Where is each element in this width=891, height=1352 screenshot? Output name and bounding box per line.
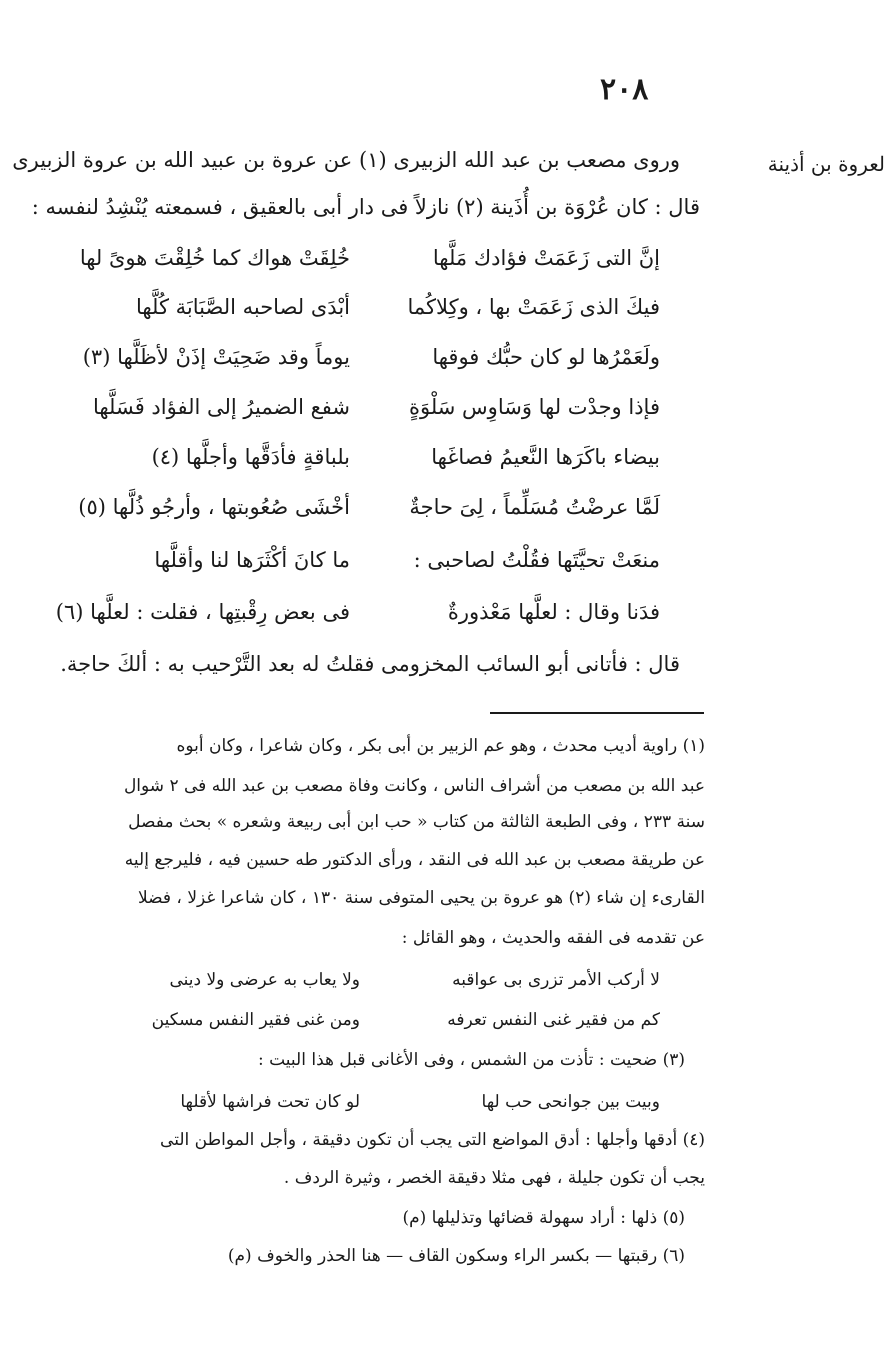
verse-second-hemistich: يوماً وقد ضَحِيَتْ إذَنْ لأظَلَّها (٣) <box>82 345 350 369</box>
footnote-verse <box>100 970 660 1002</box>
verse-second-hemistich: ما كانَ أكْثَرَها لنا وأقلَّها <box>154 548 350 572</box>
body-line-1: وروى مصعب بن عبد الله الزبيرى (١) عن عروة بن عبيد الله بن عروة الزبيرى <box>12 148 680 172</box>
poem-verse <box>55 600 660 636</box>
verse-first-hemistich: وبيت بين جوانحى حب لها <box>481 1092 660 1112</box>
verse-first-hemistich: منعَتْ تحيَّتَها فقُلْتُ لصاحبى : <box>413 548 660 572</box>
verse-first-hemistich: إنَّ التى زَعَمَتْ فؤادك مَلَّها <box>432 246 660 270</box>
verse-second-hemistich: ومن غنى فقير النفس مسكين <box>151 1010 360 1030</box>
footnote-verse <box>100 1010 660 1042</box>
poem-verse <box>60 445 660 481</box>
verse-first-hemistich: فإذا وجدْت لها وَسَاوِس سَلْوَةٍ <box>408 395 660 419</box>
poem-verse <box>60 495 660 531</box>
footnote-verse <box>100 1092 660 1124</box>
footnote-line: عبد الله بن مصعب من أشراف الناس ، وكانت وفاة مصعب بن عبد الله فى ٢ شوال <box>123 776 705 796</box>
verse-second-hemistich: شفع الضميرُ إلى الفؤاد فَسَلَّها <box>92 395 350 419</box>
footnote-line: عن تقدمه فى الفقه والحديث ، وهو القائل : <box>401 928 705 948</box>
verse-second-hemistich: أبْدَى لصاحبه الصَّبَابَة كُلَّها <box>135 295 350 319</box>
verse-first-hemistich: بيضاء باكَرَها النَّعيمُ فصاغَها <box>431 445 660 469</box>
poem-verse <box>60 345 660 381</box>
verse-second-hemistich: لو كان تحت فراشها لأقلها <box>180 1092 360 1112</box>
footnote-line: (١) راوية أديب محدث ، وهو عم الزبير بن أبى بكر ، وكان شاعرا ، وكان أبوه <box>176 736 705 756</box>
body-line-2: قال : كان عُرْوَة بن أُذَينة (٢) نازلاً فى دار أبى بالعقيق ، فسمعته يُنْشِدُ لنفسه : <box>31 195 700 219</box>
verse-first-hemistich: فدَنا وقال : لعلَّها مَعْذورةٌ <box>447 600 660 624</box>
verse-first-hemistich: كم من فقير غنى النفس تعرفه <box>447 1010 660 1030</box>
poem-verse <box>60 395 660 431</box>
verse-first-hemistich: لَمَّا عرضْتُ مُسَلِّماً ، لِىَ حاجةٌ <box>409 495 660 519</box>
footnote-line: (٣) ضحيت : تأذت من الشمس ، وفى الأغانى قبل هذا البيت : <box>257 1050 685 1070</box>
verse-second-hemistich: بلباقةٍ فأدَقَّها وأجلَّها (٤) <box>151 445 350 469</box>
poem-verse <box>60 548 660 584</box>
footnote-line: (٤) أدقها وأجلها : أدق المواضع التى يجب أن تكون دقيقة ، وأجل المواطن التى <box>160 1130 705 1150</box>
verse-second-hemistich: أخْشَى صُعُوبتها ، وأرجُو ذُلَّها (٥) <box>78 495 350 519</box>
footnote-line: القارىء إن شاء (٢) هو عروة بن يحيى المتوفى سنة ١٣٠ ، كان شاعرا غزلا ، فضلا <box>138 888 705 908</box>
poem-verse <box>60 295 660 331</box>
verse-first-hemistich: ولَعَمْرُها لو كان حبُّك فوقها <box>432 345 660 369</box>
body-line-closing: قال : فأتانى أبو السائب المخزومى فقلتُ له بعد التَّرْحيب به : ألكَ حاجة. <box>60 652 680 676</box>
verse-second-hemistich: خُلِقَتْ هواك كما خُلِقْتَ هوىً لها <box>79 246 350 270</box>
footnote-divider <box>490 712 704 714</box>
footnote-line: (٦) رقبتها — بكسر الراء وسكون القاف — هنا الحذر والخوف (م) <box>227 1246 685 1266</box>
footnote-line: (٥) ذلها : أراد سهولة قضائها وتذليلها (م) <box>402 1208 685 1228</box>
footnote-line: يجب أن تكون جليلة ، فهى مثلا دقيقة الخصر ، وثيرة الردف . <box>283 1168 705 1188</box>
verse-first-hemistich: فيكَ الذى زَعَمَتْ بها ، وكِلاكُما <box>407 295 660 319</box>
poem-verse <box>60 246 660 282</box>
verse-second-hemistich: ولا يعاب به عرضى ولا دينى <box>169 970 360 990</box>
page-number: ٢٠٨ <box>600 72 649 107</box>
verse-first-hemistich: لا أركب الأمر تزرى بى عواقبه <box>452 970 660 990</box>
footnote-line: عن طريقة مصعب بن عبد الله فى النقد ، ورأى الدكتور طه حسين فيه ، فليرجع إليه <box>124 850 705 870</box>
footnote-line: سنة ٢٣٣ ، وفى الطبعة الثالثة من كتاب « حب ابن أبى ربيعة وشعره » بحث مفصل <box>128 812 705 832</box>
margin-note: لعروة بن أذينة <box>767 152 885 176</box>
verse-second-hemistich: فى بعض رِقْبتِها ، فقلت : لعلَّها (٦) <box>55 600 350 624</box>
